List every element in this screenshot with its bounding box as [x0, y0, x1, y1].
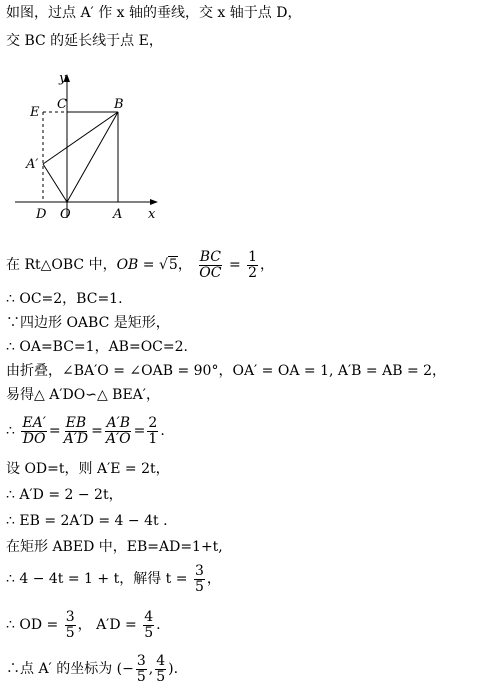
- fraction-bc-oc: $\frac{BC}{OC}$: [199, 248, 222, 281]
- geometry-figure: [10, 68, 180, 228]
- label-E: E: [30, 105, 40, 120]
- solution-line-11: 在矩形 ABED 中，EB=AD=1+t,: [6, 539, 223, 555]
- solution-line-12: ∴ 4 − 4t = 1 + t，解得 t = $\frac{3}{5}$ ，: [6, 562, 221, 595]
- label-D: D: [36, 207, 47, 222]
- label-A-prime: A′: [26, 157, 39, 172]
- fraction-eb-ad: $\frac{EB}{A'D}$: [63, 414, 89, 447]
- label-B: B: [114, 97, 124, 112]
- segment-OB: [67, 112, 118, 202]
- solution-line-7: ∴ $\frac{EA'}{DO}$ = $\frac{EB}{A'D}$ = $\frac{A'B}{A'O}$ = $\frac{2}{1}$ .: [6, 414, 165, 447]
- label-x: x: [148, 207, 156, 222]
- solution-line-8: 设 OD=t，则 A′E = 2t，: [6, 461, 170, 477]
- label-C: C: [57, 97, 67, 112]
- label-y: y: [59, 71, 67, 86]
- fraction-ea-do: $\frac{EA'}{DO}$: [22, 414, 46, 447]
- segment-A'O: [43, 164, 67, 202]
- solution-line-10: ∴ EB = 2A′D = 4 − 4t .: [6, 513, 168, 529]
- fraction-coord-y: $\frac{4}{5}$: [156, 652, 166, 685]
- fraction-two-one: $\frac{2}{1}$: [148, 414, 158, 447]
- solution-line-3: ∵四边形 OABC 是矩形，: [6, 315, 170, 331]
- label-O: O: [60, 207, 71, 222]
- solution-line-5: 由折叠，∠BA′O = ∠OAB = 90°，OA′ = OA = 1, A′B = AB = 2，: [6, 363, 447, 379]
- solution-line-1: 在 Rt△OBC 中，OB = √5， $\frac{BC}{OC}$ = $\frac{1}{2}$ ，: [6, 248, 275, 281]
- solution-line-2: ∴ OC=2，BC=1.: [6, 291, 123, 307]
- intro-line-2: 交 BC 的延长线于点 E，: [6, 33, 163, 49]
- label-A: A: [113, 207, 123, 222]
- solution-line-9: ∴ A′D = 2 − 2t，: [6, 487, 123, 503]
- fraction-coord-x: $\frac{3}{5}$: [136, 652, 146, 685]
- fraction-ad: $\frac{4}{5}$: [144, 608, 154, 641]
- fraction-od: $\frac{3}{5}$: [65, 608, 75, 641]
- fraction-t: $\frac{3}{5}$: [194, 562, 204, 595]
- solution-line-4: ∴ OA=BC=1，AB=OC=2.: [6, 339, 188, 355]
- segment-A'B: [43, 112, 118, 164]
- solution-line-6: 易得△ A′DO∽△ BEA′，: [6, 387, 160, 403]
- x-axis-arrow: [150, 199, 158, 205]
- solution-line-13: ∴ OD = $\frac{3}{5}$ ， A′D = $\frac{4}{5}$ .: [6, 608, 161, 641]
- solution-line-14: ∴点 A′ 的坐标为 (− $\frac{3}{5}$ , $\frac{4}{5}$ ).: [6, 652, 179, 685]
- fraction-ab-ao: $\frac{A'B}{A'O}$: [105, 414, 131, 447]
- intro-line-1: 如图，过点 A′ 作 x 轴的垂线，交 x 轴于点 D，: [6, 5, 302, 21]
- fraction-one-half: $\frac{1}{2}$: [248, 248, 258, 281]
